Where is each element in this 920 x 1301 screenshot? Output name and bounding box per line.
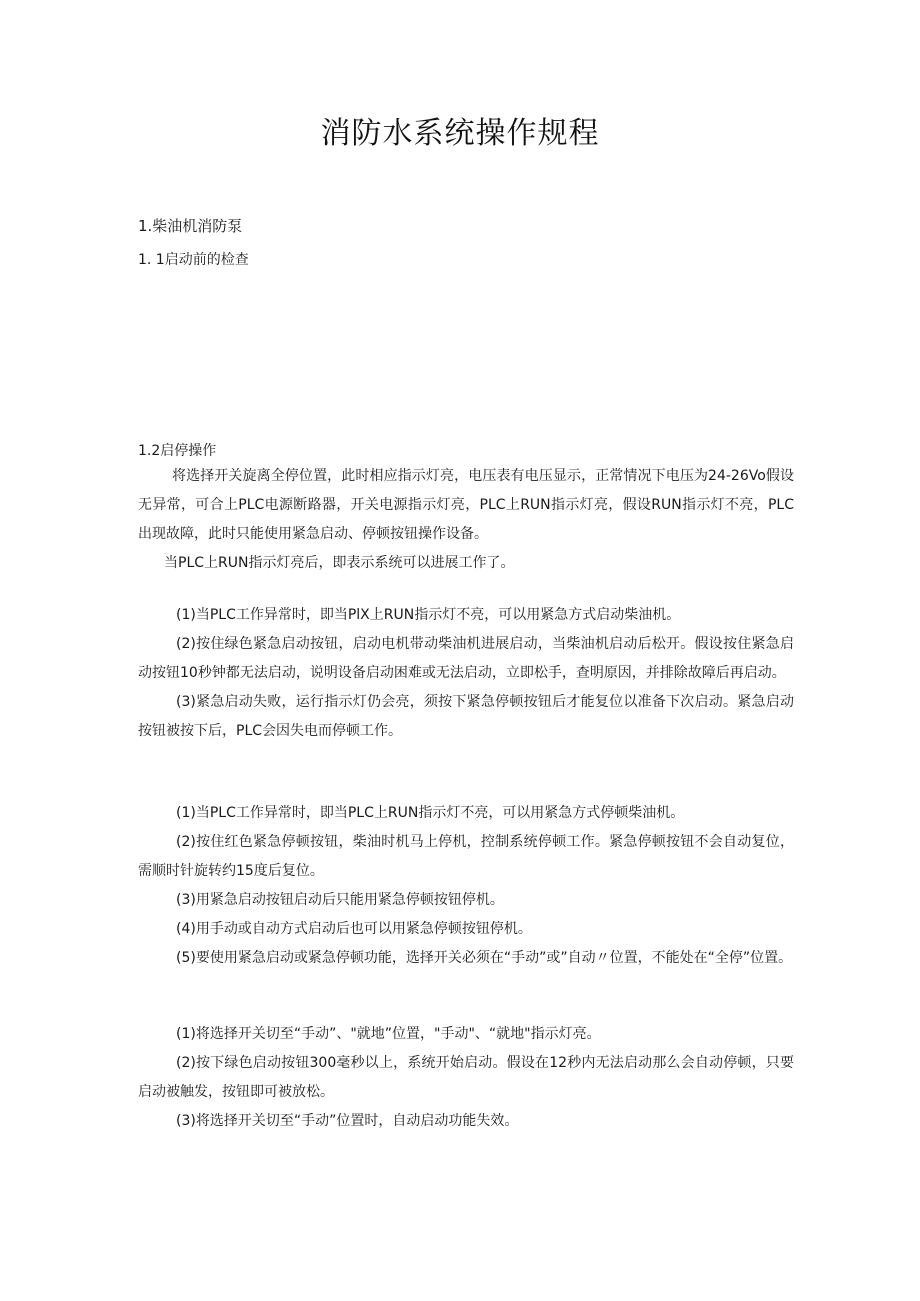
list-item: (2)按住绿色紧急启动按钮，启动电机带动柴油机进展启动，当柴油机启动后松开。假设按住紧急启动按钮10秒钟都无法启动，说明设备启动困难或无法启动，立即松手，查明原因，并排除故障后再启动。	[138, 636, 794, 681]
section-heading-start-stop: 1.2启停操作	[138, 443, 217, 459]
section-heading-pre-start-check: 1. 1启动前的检查	[138, 252, 249, 268]
emergency-start-block	[138, 601, 794, 746]
list-item: (5)要使用紧急启动或紧急停顿功能，选择开关必须在“手动”或”自动〃位置，不能处在“全停”位置。	[176, 950, 793, 966]
list-item: (4)用手动或自动方式启动后也可以用紧急停顿按钮停机。	[176, 921, 532, 937]
list-item: (1)当PLC工作异常时，即当PlX上RUN指示灯不亮，可以用紧急方式启动柴油机。	[176, 607, 681, 623]
emergency-stop-block	[138, 799, 794, 973]
list-item: (3)用紧急启动按钮启动后只能用紧急停顿按钮停机。	[176, 892, 504, 908]
list-item: (2)按住红色紧急停顿按钮，柴油时机马上停机，控制系统停顿工作。紧急停顿按钮不会自动复位，需顺时针旋转约15度后复位。	[138, 834, 794, 879]
intro-block	[138, 462, 794, 578]
section-heading-diesel-pump: 1.柴油机消防泵	[138, 217, 243, 235]
intro-paragraph: 当PLC上RUN指示灯亮后，即表示系统可以进展工作了。	[164, 555, 515, 571]
list-item: (2)按下绿色启动按钮300毫秒以上，系统开始启动。假设在12秒内无法启动那么会自动停顿，只要启动被触发，按钮即可被放松。	[138, 1055, 794, 1100]
manual-start-block	[138, 1020, 794, 1136]
document-title: 消防水系统操作规程	[320, 116, 600, 151]
intro-paragraph: 将选择开关旋离全停位置，此时相应指示灯亮，电压表有电压显示，正常情况下电压为24-26Vo假设无异常，可合上PLC电源断路器，开关电源指示灯亮，PLC上RUN指示灯亮，假设RUN指示灯不亮，PLC出现故障，此时只能使用紧急启动、停顿按钮操作设备。	[138, 468, 794, 542]
list-item: (1)将选择开关切至“手动”、"就地”位置，"手动"、“就地"指示灯亮。	[176, 1026, 601, 1042]
list-item: (3)紧急启动失败，运行指示灯仍会亮，须按下紧急停顿按钮后才能复位以准备下次启动。紧急启动按钮被按下后，PLC会因失电而停顿工作。	[138, 694, 794, 739]
list-item: (1)当PLC工作异常时，即当PLC上RUN指示灯不亮，可以用紧急方式停顿柴油机。	[176, 805, 685, 821]
list-item: (3)将选择开关切至“手动”位置时，自动启动功能失效。	[176, 1113, 519, 1129]
